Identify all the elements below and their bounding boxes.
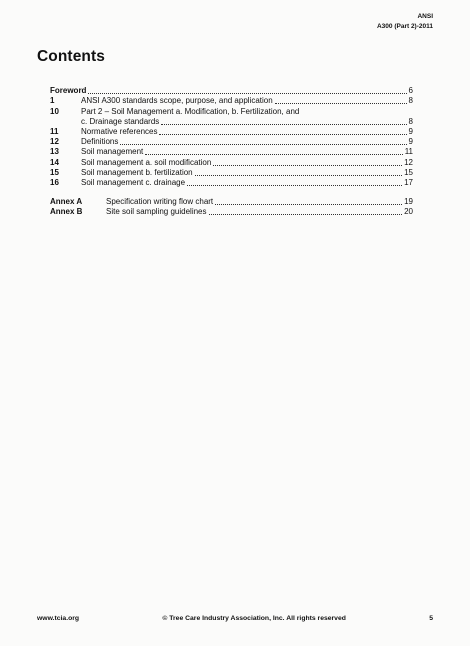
table-of-contents	[50, 86, 413, 217]
toc-entry-label: Normative references	[81, 126, 158, 136]
toc-entry-label: Part 2 – Soil Management a. Modification, b. Fertilization, and	[81, 106, 300, 116]
dot-leader	[145, 153, 402, 155]
toc-entry-page: 20	[404, 207, 413, 217]
dot-leader	[161, 123, 406, 125]
toc-annex-entry[interactable]	[50, 207, 413, 217]
header-standard-org: ANSI	[417, 13, 433, 20]
toc-entry[interactable]	[50, 168, 413, 178]
toc-entry[interactable]	[50, 157, 413, 167]
toc-entry[interactable]	[50, 147, 413, 157]
footer-page-number: 5	[429, 615, 433, 622]
footer-copyright: © Tree Care Industry Association, Inc. All rights reserved	[162, 615, 346, 622]
toc-entry-page: 9	[408, 126, 413, 136]
page-header	[377, 12, 433, 32]
toc-entry-label: Soil management c. drainage	[81, 177, 186, 187]
page-title: Contents	[37, 48, 105, 65]
toc-annex-entry[interactable]	[50, 197, 413, 207]
toc-entry[interactable]	[50, 96, 413, 106]
dot-leader	[209, 213, 403, 215]
toc-entry[interactable]	[50, 178, 413, 188]
toc-entry-page: 11	[404, 147, 413, 157]
toc-entry-page: 12	[404, 157, 413, 167]
toc-entry-number: 1	[50, 96, 55, 106]
dot-leader	[187, 184, 402, 186]
toc-entry-number: 10	[50, 106, 59, 116]
toc-entry-label: Site soil sampling guidelines	[106, 207, 207, 217]
dot-leader	[159, 133, 406, 135]
dot-leader	[88, 92, 406, 94]
toc-entry-page: 6	[408, 86, 413, 96]
toc-entry-number: 11	[50, 126, 59, 136]
toc-entry-label-continued: c. Drainage standards	[81, 116, 160, 126]
toc-entry-number: 12	[50, 137, 59, 147]
toc-entry-page: 8	[408, 96, 413, 106]
toc-entry-number: 14	[50, 157, 59, 167]
dot-leader	[213, 164, 402, 166]
dot-leader	[215, 203, 402, 205]
toc-entry-label: Specification writing flow chart	[106, 197, 214, 207]
dot-leader	[275, 102, 407, 104]
toc-entry[interactable]	[50, 137, 413, 147]
header-standard-id: A300 (Part 2)-2011	[376, 23, 433, 30]
toc-entry-label: Foreword	[50, 86, 87, 96]
toc-entry-number: 16	[50, 177, 59, 187]
toc-entry-page: 17	[404, 177, 413, 187]
toc-entry-page: 8	[408, 116, 413, 126]
toc-entry-label: Definitions	[81, 137, 119, 147]
toc-entry-label: Soil management	[81, 147, 144, 157]
toc-entry-page: 15	[404, 167, 413, 177]
toc-annex-number: Annex A	[50, 197, 83, 207]
dot-leader	[120, 143, 406, 145]
toc-annex-number: Annex B	[50, 207, 83, 217]
toc-entry-label: Soil management a. soil modification	[81, 157, 212, 167]
toc-entry-page: 9	[408, 137, 413, 147]
toc-entry-page: 19	[404, 197, 413, 207]
toc-entry[interactable]	[50, 106, 413, 126]
dot-leader	[195, 174, 402, 176]
toc-entry-foreword[interactable]	[50, 86, 413, 96]
toc-entry-number: 13	[50, 147, 59, 157]
footer-website: www.tcia.org	[37, 615, 80, 622]
toc-entry[interactable]	[50, 127, 413, 137]
page-footer	[37, 615, 433, 622]
toc-entry-label: ANSI A300 standards scope, purpose, and application	[81, 96, 273, 106]
toc-entry-label: Soil management b. fertilization	[81, 167, 193, 177]
toc-entry-number: 15	[50, 167, 59, 177]
